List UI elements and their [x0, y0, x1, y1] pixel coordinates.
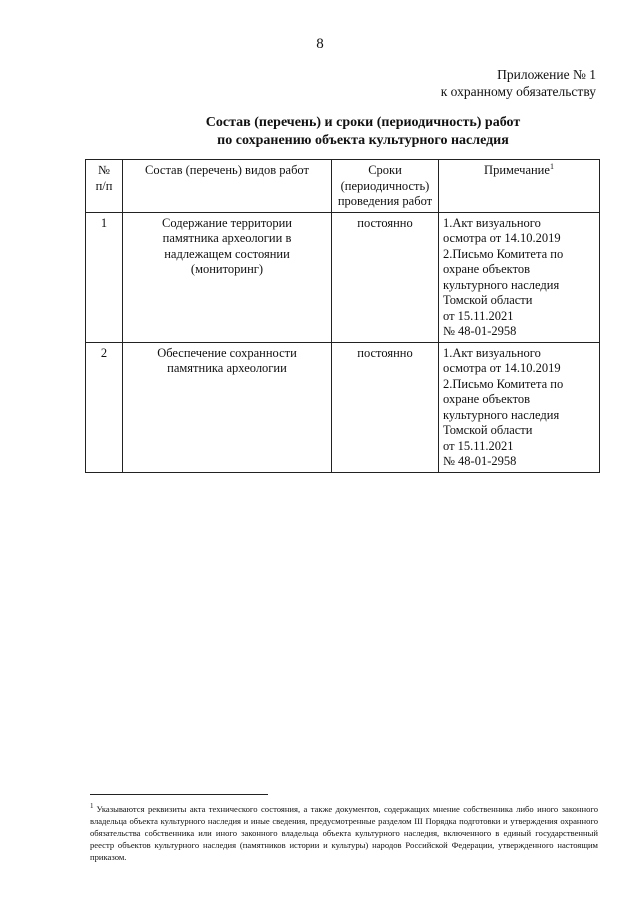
- note-line: осмотра от 14.10.2019: [443, 361, 561, 375]
- row-term: постоянно: [332, 342, 439, 472]
- row-note: [439, 212, 600, 342]
- appendix-line-2: к охранному обязательству: [440, 84, 596, 99]
- footnote-reference: 1: [549, 161, 554, 171]
- footnote-text: Указываются реквизиты акта технического состояния, а также документов, содержащих мнение собственника либо иного законного владельца объекта культурного наследия и иные сведения, предусмотренные разделом III Порядка подготовки и утверждения охранного обязательства собственника или иного законного владельца объекта культурного наследия, включенного в единый государственный реестр объектов культурного наследия (памятников истории и культуры) народов Российской Федерации, утвержденного настоящим приказом.: [90, 803, 598, 862]
- row-work: [123, 212, 332, 342]
- work-line: Обеспечение сохранности: [157, 345, 297, 360]
- note-line: № 48-01-2958: [443, 454, 517, 468]
- works-table: [85, 159, 600, 473]
- title-line-2: по сохранению объекта культурного наследия: [217, 133, 509, 148]
- header-note-label: Примечание: [484, 163, 550, 177]
- note-line: Томской области: [443, 293, 533, 307]
- header-terms-line-1: Сроки: [368, 163, 402, 177]
- header-work-list: Состав (перечень) видов работ: [123, 160, 332, 213]
- note-line: охране объектов: [443, 392, 531, 406]
- note-line: 1.Акт визуального: [443, 345, 541, 360]
- work-line: Содержание территории: [162, 215, 292, 230]
- row-term: постоянно: [332, 212, 439, 342]
- work-line: памятника археологии в: [162, 231, 292, 245]
- note-line: 2.Письмо Комитета по: [443, 376, 564, 391]
- header-terms-line-3: проведения работ: [337, 194, 433, 208]
- header-number-line-2: п/п: [95, 178, 113, 193]
- header-number: [86, 160, 123, 213]
- row-number: 2: [86, 342, 123, 472]
- header-number-line-1: №: [98, 163, 110, 177]
- note-line: культурного наследия: [443, 407, 560, 422]
- footnote-separator: [90, 794, 268, 795]
- row-work: [123, 342, 332, 472]
- row-number: 1: [86, 212, 123, 342]
- page-number: 8: [316, 36, 324, 52]
- note-line: 2.Письмо Комитета по: [443, 246, 564, 261]
- header-terms: [332, 160, 439, 213]
- appendix-reference: [441, 66, 596, 100]
- appendix-line-1: Приложение № 1: [497, 67, 596, 82]
- row-note: [439, 342, 600, 472]
- note-line: № 48-01-2958: [443, 324, 517, 338]
- note-line: охране объектов: [443, 262, 531, 276]
- note-line: Томской области: [443, 423, 533, 437]
- table-header-row: [86, 160, 600, 213]
- footnote-mark: 1: [90, 802, 94, 810]
- document-title: [0, 114, 640, 150]
- note-line: от 15.11.2021: [443, 438, 514, 453]
- work-line: памятника археологии: [167, 361, 287, 375]
- work-line: надлежащем состоянии: [164, 246, 290, 261]
- note-line: 1.Акт визуального: [443, 215, 541, 230]
- note-line: культурного наследия: [443, 277, 560, 292]
- title-line-1: Состав (перечень) и сроки (периодичность) работ: [205, 115, 521, 130]
- table-row: [86, 212, 600, 342]
- header-terms-line-2: (периодичность): [340, 178, 430, 193]
- header-note: [439, 160, 600, 213]
- table-row: [86, 342, 600, 472]
- work-line: (мониторинг): [190, 262, 264, 276]
- note-line: от 15.11.2021: [443, 308, 514, 323]
- note-line: осмотра от 14.10.2019: [443, 231, 561, 245]
- footnote: [90, 800, 598, 863]
